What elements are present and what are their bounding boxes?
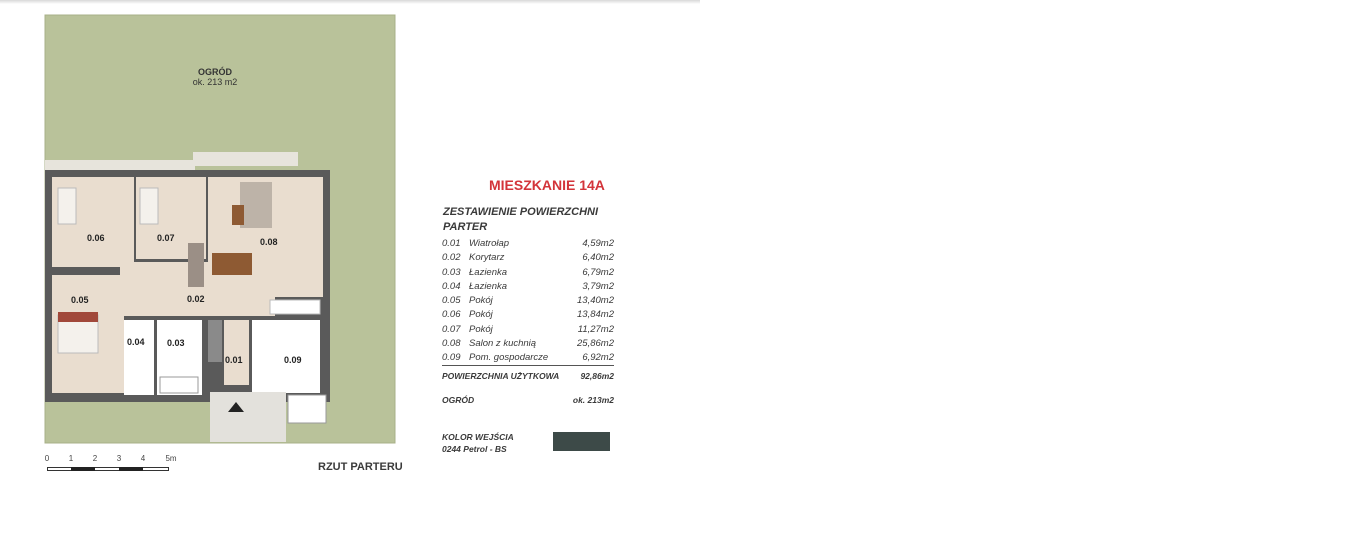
garden-title: OGRÓD — [197, 67, 232, 77]
room-label-004: 0.04 — [127, 337, 145, 347]
room-label-003: 0.03 — [167, 338, 185, 348]
list-item — [442, 237, 614, 251]
room-area: 6,92m2 — [582, 352, 614, 364]
scale-label-0: 0 — [44, 454, 50, 463]
total-area-label: POWIERZCHNIA UŻYTKOWA — [442, 371, 560, 381]
list-item — [442, 351, 614, 365]
scale-label-4: 4 — [140, 454, 146, 463]
room-code: 0.01 — [442, 238, 461, 249]
room-area: 11,27m2 — [577, 323, 614, 335]
door-color-swatch — [553, 432, 610, 451]
list-item — [442, 266, 614, 280]
summary-title-line-1: ZESTAWIENIE POWIERZCHNI — [443, 206, 599, 218]
summary-title — [443, 205, 618, 235]
room-name: Pokój — [469, 309, 493, 321]
plan-title: RZUT PARTERU — [318, 461, 403, 473]
list-item — [442, 323, 614, 337]
scale-label-1: 1 — [68, 454, 74, 463]
room-label-006: 0.06 — [87, 233, 105, 243]
door-color-title: KOLOR WEJŚCIA — [442, 432, 514, 442]
room-area: 4,59m2 — [582, 238, 614, 249]
garden-area-text: ok. 213 m2 — [192, 77, 238, 87]
room-code: 0.05 — [442, 295, 461, 307]
garden-area-label: OGRÓD — [442, 395, 475, 405]
list-item — [442, 280, 614, 294]
apartment-title: MIESZKANIE 14A — [489, 177, 605, 193]
room-label-008: 0.08 — [260, 237, 278, 247]
room-code: 0.06 — [442, 309, 461, 321]
room-area-list — [442, 237, 614, 366]
garden-area-row — [442, 395, 614, 405]
room-label-002: 0.02 — [187, 294, 205, 304]
garden-area-value: ok. 213m2 — [572, 395, 614, 405]
room-area: 13,84m2 — [577, 309, 614, 321]
room-area: 6,79m2 — [582, 266, 614, 278]
room-area: 13,40m2 — [577, 295, 614, 307]
list-item — [442, 294, 614, 308]
room-code: 0.04 — [442, 280, 461, 292]
total-area-value: 92,86m2 — [580, 371, 614, 381]
room-name: Łazienka — [469, 266, 508, 278]
summary-title-line-2: PARTER — [443, 221, 488, 233]
total-area-row — [442, 371, 614, 381]
garden-label — [160, 67, 270, 87]
room-code: 0.08 — [442, 338, 461, 350]
room-label-009: 0.09 — [284, 355, 302, 365]
room-area: 25,86m2 — [577, 338, 614, 350]
scale-label-3: 3 — [116, 454, 122, 463]
room-name: Pom. gospodarcze — [469, 352, 549, 364]
room-code: 0.03 — [442, 266, 461, 278]
room-name: Korytarz — [469, 252, 505, 264]
room-label-007: 0.07 — [157, 233, 175, 243]
room-001-floor — [224, 320, 249, 385]
entrance-path — [210, 392, 286, 442]
list-item — [442, 251, 614, 265]
room-name: Pokój — [469, 323, 493, 335]
door-color-code: 0244 Petrol - BS — [442, 444, 507, 454]
room-code: 0.09 — [442, 352, 461, 364]
room-area: 3,79m2 — [582, 280, 614, 292]
room-name: Łazienka — [469, 280, 508, 292]
room-label-005: 0.05 — [71, 295, 89, 305]
room-name: Wiatrołap — [469, 238, 510, 249]
room-area: 6,40m2 — [582, 252, 614, 264]
door-color-label — [442, 431, 514, 455]
divider — [442, 365, 614, 366]
room-code: 0.07 — [442, 323, 461, 335]
scale-bar — [44, 454, 224, 474]
scale-label-2: 2 — [92, 454, 98, 463]
scale-label-5: 5m — [165, 454, 177, 463]
room-004-floor — [124, 320, 154, 395]
room-label-001: 0.01 — [225, 355, 243, 365]
room-name: Salon z kuchnią — [469, 338, 537, 350]
list-item — [442, 308, 614, 322]
room-name: Pokój — [469, 295, 493, 307]
room-code: 0.02 — [442, 252, 461, 264]
list-item — [442, 337, 614, 351]
